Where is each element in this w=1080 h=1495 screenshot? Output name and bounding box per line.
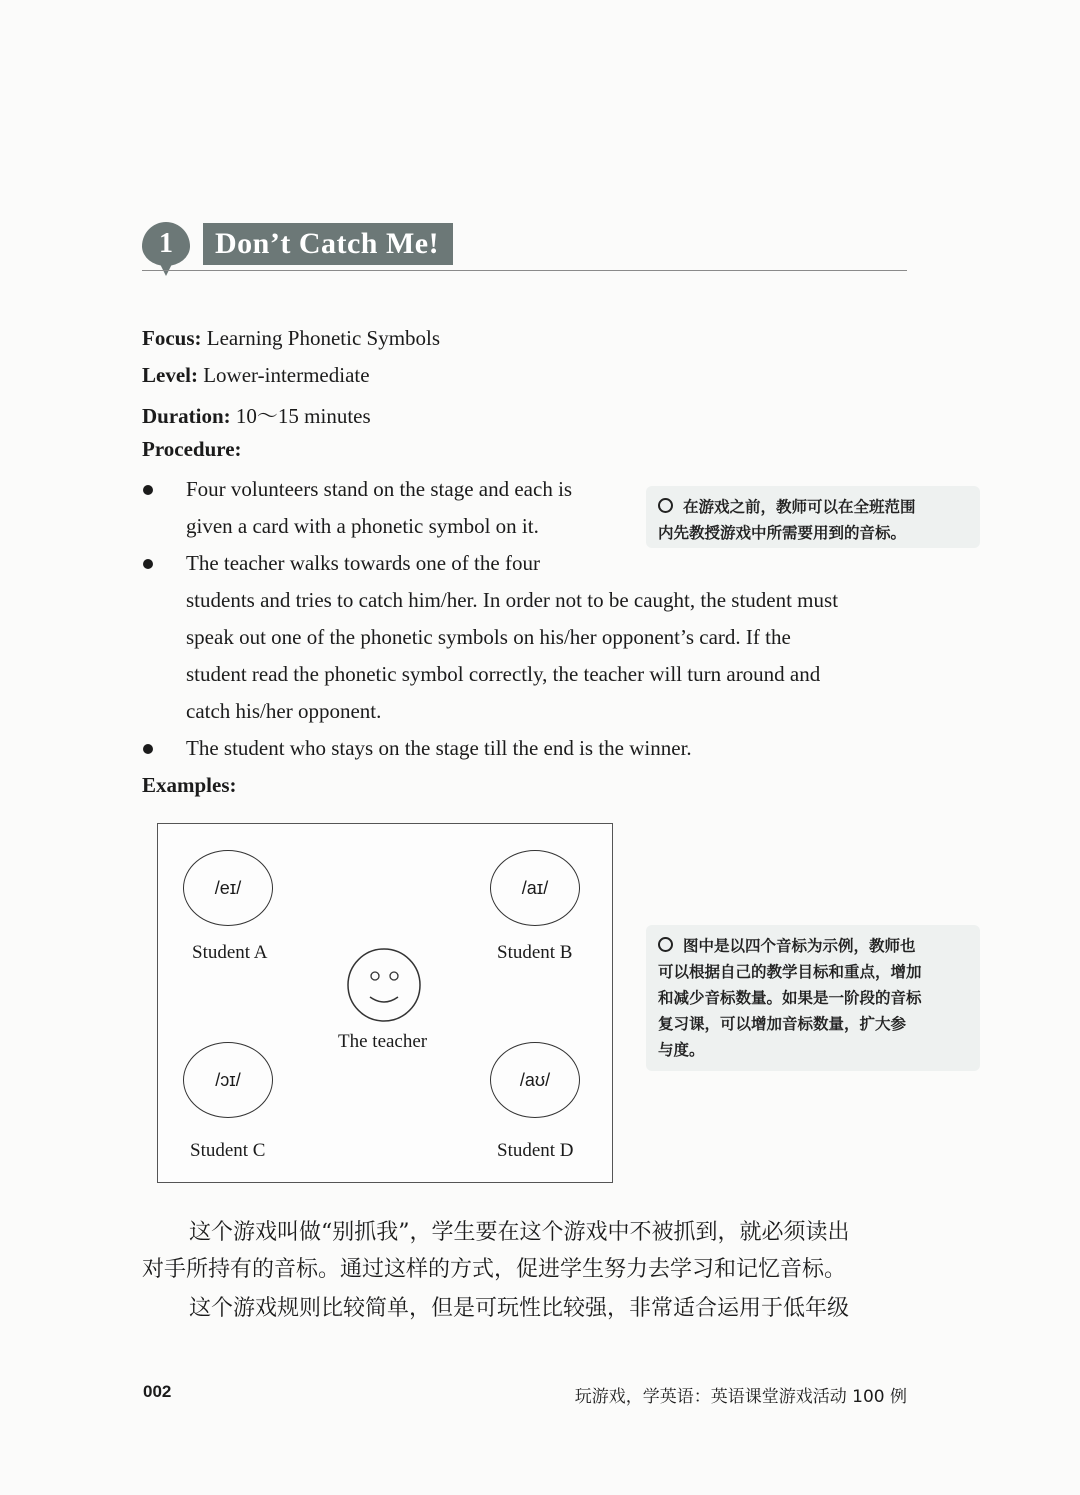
examples-heading: Examples: [142,773,237,797]
note-text: 和减少音标数量。如果是一阶段的音标 [658,989,922,1007]
phonetic-card-c [183,1042,273,1118]
procedure-item-1 [186,471,626,545]
focus-line [142,326,440,351]
bullet-dot [143,744,153,754]
phonetic-symbol: /ɔɪ/ [215,1069,241,1090]
procedure-label: Procedure: [142,437,242,461]
phonetic-card-a [183,850,273,926]
example-diagram [157,823,613,1183]
procedure-text: student read the phonetic symbol correctly, the teacher will turn around and [186,662,821,686]
procedure-text: Four volunteers stand on the stage and each is [186,477,573,501]
body-paragraph-1-line-1: 这个游戏叫做“别抓我”，学生要在这个游戏中不被抓到，就必须读出 [189,1220,850,1245]
focus-value: Learning Phonetic Symbols [206,326,441,350]
phonetic-symbol: /eɪ/ [214,877,242,898]
teacher-label: The teacher [338,1031,428,1052]
procedure-text: The student who stays on the stage till the end is the winner. [186,736,692,760]
phonetic-card-b [490,850,580,926]
duration-line [142,400,371,430]
duration-label: Duration: [142,404,231,428]
title-divider [142,270,907,271]
note-text: 可以根据自己的教学目标和重点，增加 [658,963,922,981]
smiley-face-icon [346,947,422,1023]
procedure-text: catch his/her opponent. [186,699,382,723]
level-label: Level: [142,363,198,387]
side-note-1 [646,486,980,548]
student-label-a: Student A [192,942,268,963]
body-paragraph-2-line-1: 这个游戏规则比较简单，但是可玩性比较强，非常适合运用于低年级 [189,1296,850,1321]
procedure-text: speak out one of the phonetic symbols on his/her opponent’s card. If the [186,625,791,649]
circle-bullet-icon [658,498,673,513]
procedure-text: given a card with a phonetic symbol on it. [186,514,539,538]
note-text: 复习课，可以增加音标数量，扩大参 [658,1015,907,1033]
body-paragraph-1-line-2: 对手所持有的音标。通过这样的方式，促进学生努力去学习和记忆音标。 [142,1257,847,1282]
section-title: Don’t Catch Me! [203,223,453,265]
level-value: Lower-intermediate [203,363,370,387]
section-number-badge [142,222,190,266]
phonetic-card-d [490,1042,580,1118]
phonetic-symbol: /aɪ/ [521,877,549,898]
procedure-text: students and tries to catch him/her. In order not to be caught, the student must [186,588,839,612]
side-note-2 [646,925,980,1071]
note-text: 在游戏之前，教师可以在全班范围 [683,498,916,516]
note-text: 与度。 [658,1041,705,1059]
note-text: 内先教授游戏中所需要用到的音标。 [658,524,907,542]
book-title: 玩游戏，学英语：英语课堂游戏活动 100 例 [574,1387,907,1407]
procedure-heading [142,437,242,462]
focus-label: Focus: [142,326,202,350]
student-label-d: Student D [497,1140,574,1161]
circle-bullet-icon [658,937,673,952]
section-number: 1 [159,228,173,259]
student-label-b: Student B [497,942,573,963]
level-line [142,363,370,388]
note-text: 图中是以四个音标为示例，教师也 [683,937,916,955]
page-number: 002 [143,1382,172,1401]
duration-value: 10～15 minutes [235,404,371,428]
bullet-dot [143,485,153,495]
procedure-item-3 [186,730,906,767]
bullet-dot [143,559,153,569]
procedure-text: The teacher walks towards one of the four [186,551,540,575]
student-label-c: Student C [190,1140,266,1161]
phonetic-symbol: /aʊ/ [519,1069,551,1090]
procedure-item-2 [186,545,906,730]
